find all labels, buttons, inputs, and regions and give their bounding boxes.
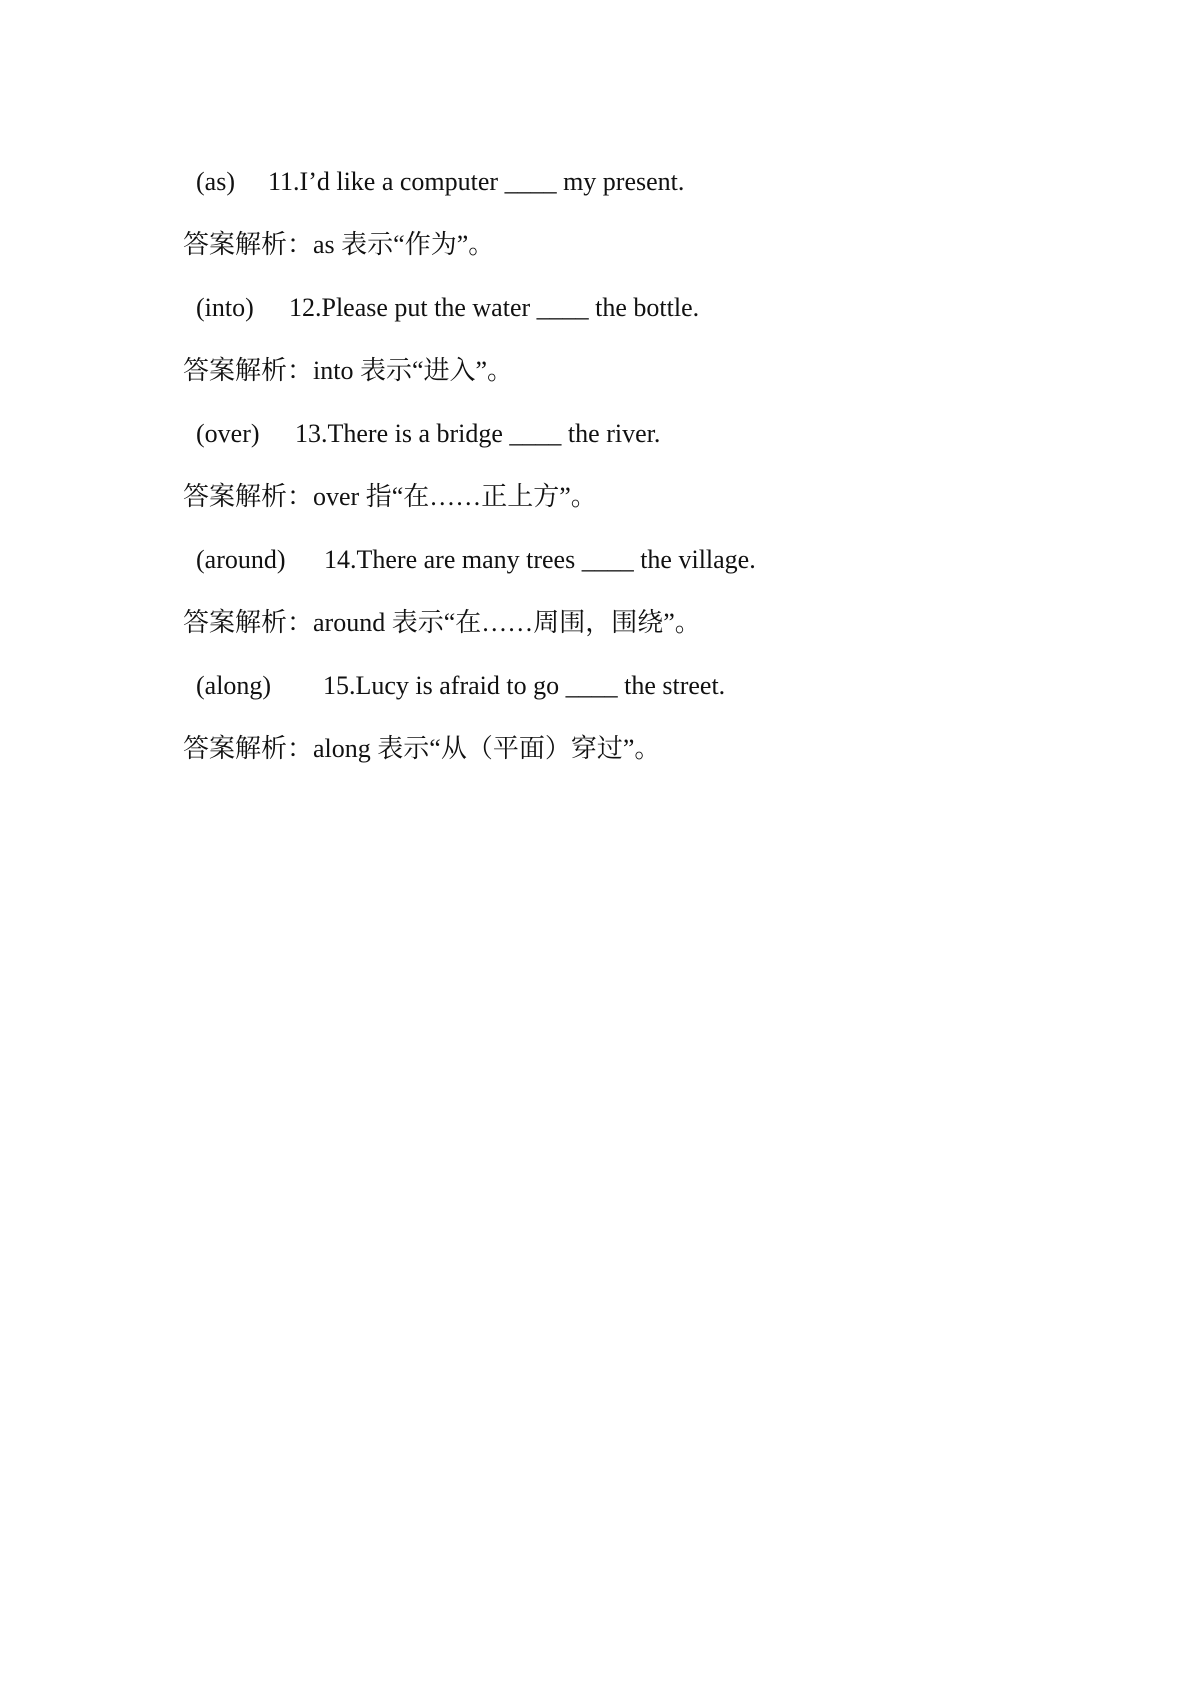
question-text: 14.There are many trees ____ the village. <box>324 545 756 574</box>
question-line <box>183 150 1083 214</box>
question-line <box>183 528 1083 592</box>
exercise-item <box>183 276 1083 402</box>
explanation-label: 答案解析： <box>183 608 314 637</box>
question-text: 12.Please put the water ____ the bottle. <box>289 293 700 322</box>
explanation-line <box>183 466 1083 528</box>
exercise-item <box>183 654 1083 780</box>
question-text: 15.Lucy is afraid to go ____ the street. <box>323 671 726 700</box>
explanation-label: 答案解析： <box>183 734 314 763</box>
answer-text: (over) <box>196 419 260 448</box>
explanation-text: over 指“在……正上方”。 <box>313 482 597 511</box>
question-line <box>183 654 1083 718</box>
explanation-line <box>183 718 1083 780</box>
answer-text: (around) <box>196 545 286 574</box>
explanation-line <box>183 214 1083 276</box>
explanation-label: 答案解析： <box>183 356 314 385</box>
explanation-label: 答案解析： <box>183 230 314 259</box>
explanation-text: into 表示“进入”。 <box>313 356 514 385</box>
exercise-item <box>183 528 1083 654</box>
answer-text: (into) <box>196 293 254 322</box>
question-text: 13.There is a bridge ____ the river. <box>295 419 661 448</box>
question-text: 11.I’d like a computer ____ my present. <box>268 167 685 196</box>
answer-text: (as) <box>196 167 235 196</box>
question-line <box>183 402 1083 466</box>
explanation-text: as 表示“作为”。 <box>313 230 495 259</box>
explanation-line <box>183 340 1083 402</box>
explanation-line <box>183 592 1083 654</box>
question-line <box>183 276 1083 340</box>
exercise-list <box>183 150 1083 780</box>
answer-text: (along) <box>196 671 272 700</box>
exercise-item <box>183 150 1083 276</box>
explanation-text: along 表示“从（平面）穿过”。 <box>313 734 661 763</box>
explanation-text: around 表示“在……周围，围绕”。 <box>313 608 701 637</box>
exercise-item <box>183 402 1083 528</box>
explanation-label: 答案解析： <box>183 482 314 511</box>
